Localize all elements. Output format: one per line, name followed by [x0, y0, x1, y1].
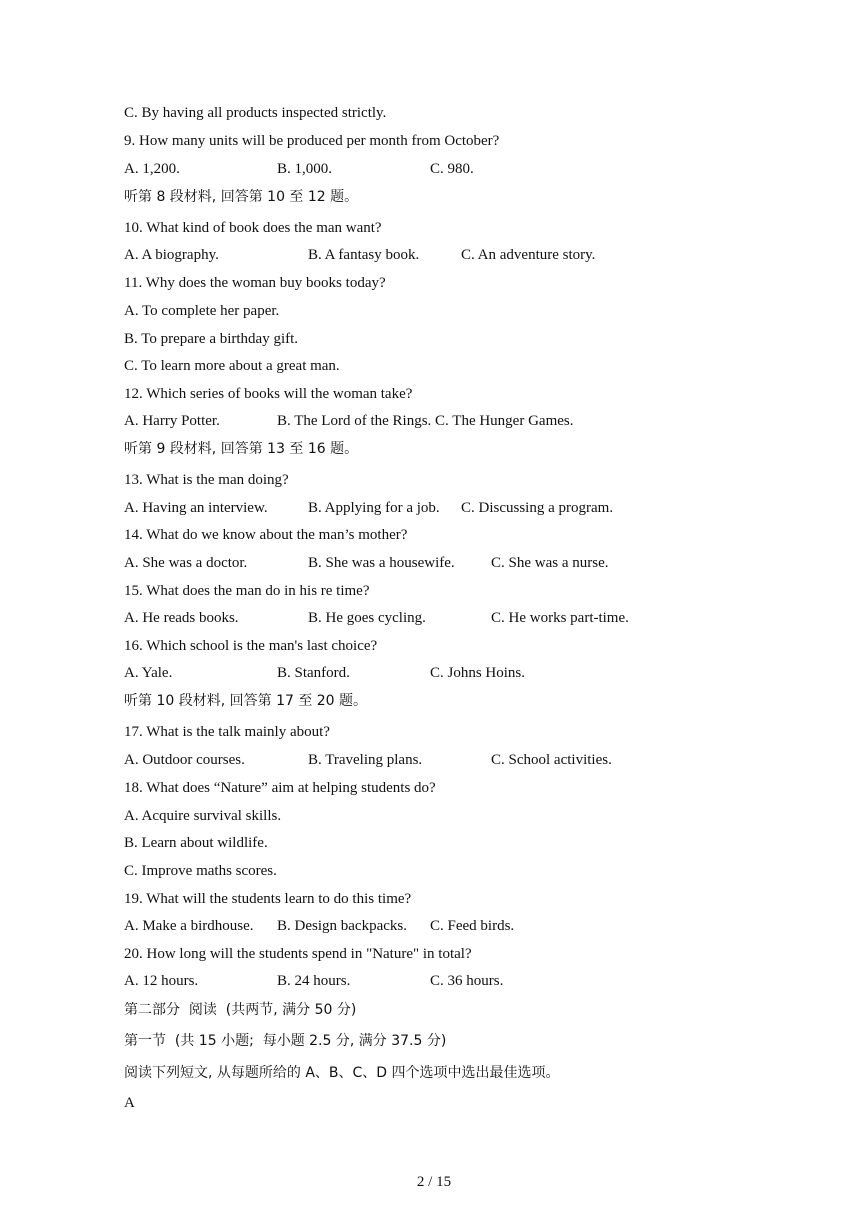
- text-line: B. Learn about wildlife.: [124, 835, 268, 851]
- text-line: B. To prepare a birthday gift.: [124, 331, 299, 347]
- section-heading: 第二部分 阅读 (共两节, 满分 50 分): [124, 1002, 357, 1018]
- option-b: B. The Lord of the Rings. C. The Hunger Games.: [277, 413, 574, 429]
- option-row: [124, 246, 744, 264]
- section-heading: 听第 10 段材料, 回答第 17 至 20 题。: [124, 693, 368, 709]
- option-a: A. 1,200.: [124, 161, 180, 177]
- question-text: 14. What do we know about the man’s mother?: [124, 527, 408, 543]
- question-text: 20. How long will the students spend in "Nature" in total?: [124, 946, 472, 962]
- option-c: C. 36 hours.: [430, 973, 504, 989]
- option-a: A. Having an interview.: [124, 500, 268, 516]
- option-c: C. School activities.: [491, 752, 612, 768]
- option-b: B. Stanford.: [277, 665, 350, 681]
- option-b: B. 24 hours.: [277, 973, 351, 989]
- option-row: [124, 751, 744, 769]
- option-row: [124, 664, 744, 682]
- text-line: A. To complete her paper.: [124, 303, 280, 319]
- option-row: [124, 160, 744, 178]
- option-c: C. Johns Hoins.: [430, 665, 526, 681]
- question-text: 16. Which school is the man's last choice?: [124, 638, 378, 654]
- option-a: A. 12 hours.: [124, 973, 199, 989]
- section-heading: 阅读下列短文, 从每题所给的 A、B、C、D 四个选项中选出最佳选项。: [124, 1065, 560, 1081]
- option-c: C. 980.: [430, 161, 474, 177]
- option-a: A. He reads books.: [124, 610, 239, 626]
- question-text: 9. How many units will be produced per month from October?: [124, 133, 500, 149]
- option-b: B. Design backpacks.: [277, 918, 407, 934]
- section-heading: 听第 9 段材料, 回答第 13 至 16 题。: [124, 441, 359, 457]
- question-text: 17. What is the talk mainly about?: [124, 724, 330, 740]
- option-a: A. Harry Potter.: [124, 413, 220, 429]
- text-line: C. By having all products inspected strictly.: [124, 105, 387, 121]
- page-number: 2 / 15: [416, 1174, 452, 1190]
- option-row: [124, 554, 744, 572]
- option-row: [124, 609, 744, 627]
- option-a: A. She was a doctor.: [124, 555, 248, 571]
- option-b: B. Traveling plans.: [308, 752, 423, 768]
- question-text: 10. What kind of book does the man want?: [124, 220, 382, 236]
- option-row: [124, 412, 744, 430]
- option-c: C. Feed birds.: [430, 918, 515, 934]
- section-heading: 第一节 (共 15 小题; 每小题 2.5 分, 满分 37.5 分): [124, 1033, 447, 1049]
- option-b: B. He goes cycling.: [308, 610, 426, 626]
- option-a: A. A biography.: [124, 247, 219, 263]
- section-heading: 听第 8 段材料, 回答第 10 至 12 题。: [124, 189, 359, 205]
- option-b: B. 1,000.: [277, 161, 333, 177]
- option-b: B. Applying for a job.: [308, 500, 440, 516]
- option-row: [124, 499, 744, 517]
- option-row: [124, 972, 744, 990]
- option-a: A. Make a birdhouse.: [124, 918, 254, 934]
- question-text: 15. What does the man do in his re time?: [124, 583, 370, 599]
- question-text: 12. Which series of books will the woman take?: [124, 386, 413, 402]
- text-line: C. To learn more about a great man.: [124, 358, 340, 374]
- question-text: 13. What is the man doing?: [124, 472, 289, 488]
- text-line: C. Improve maths scores.: [124, 863, 277, 879]
- question-text: 19. What will the students learn to do this time?: [124, 891, 412, 907]
- option-c: C. She was a nurse.: [491, 555, 609, 571]
- option-a: A. Yale.: [124, 665, 173, 681]
- question-text: 11. Why does the woman buy books today?: [124, 275, 386, 291]
- option-row: [124, 917, 744, 935]
- option-b: B. She was a housewife.: [308, 555, 455, 571]
- question-text: 18. What does “Nature” aim at helping students do?: [124, 780, 436, 796]
- option-b: B. A fantasy book.: [308, 247, 420, 263]
- option-c: C. He works part-time.: [491, 610, 629, 626]
- option-c: C. Discussing a program.: [461, 500, 614, 516]
- text-line: A. Acquire survival skills.: [124, 808, 282, 824]
- option-c: C. An adventure story.: [461, 247, 596, 263]
- text-line: A: [124, 1095, 135, 1111]
- option-a: A. Outdoor courses.: [124, 752, 245, 768]
